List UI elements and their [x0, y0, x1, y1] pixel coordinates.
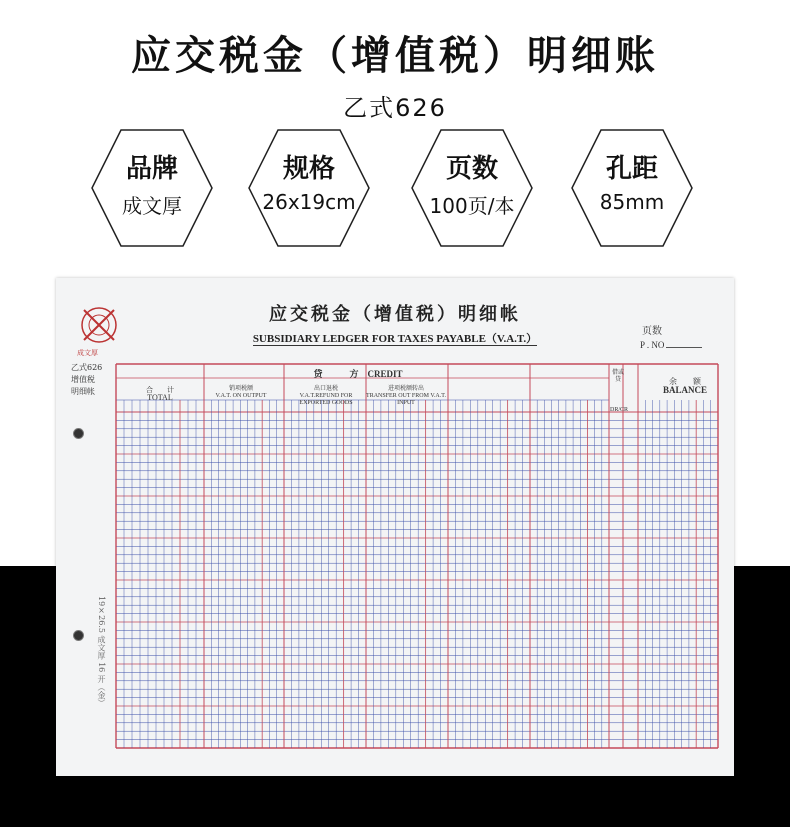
col-total-en: TOTAL: [147, 393, 173, 402]
ledger-sheet: [56, 278, 734, 776]
col-total-cn: 合 计: [146, 386, 174, 394]
page-number-field: [640, 340, 702, 350]
drcr-en: DR/CR: [609, 407, 628, 413]
page-count-label: 页数: [642, 326, 662, 337]
col-refund-cn: 出口退税: [313, 386, 338, 392]
col-transfer-header: [366, 386, 446, 407]
col-total-header: [120, 386, 200, 402]
col-output-en: V.A.T. ON OUTPUT: [215, 393, 267, 399]
spec-value: 85mm: [599, 190, 665, 214]
binder-hole: [73, 428, 84, 439]
page-title: 应交税金（增值税）明细账: [131, 33, 659, 79]
hexagon-badge-icon: [410, 126, 534, 250]
spec-value: 100页/本: [429, 194, 515, 218]
pno-line: [666, 347, 702, 348]
page-subtitle: 乙式626: [343, 94, 447, 122]
spec-label: 页数: [445, 154, 498, 184]
balance-header: [640, 378, 730, 394]
spec-badge-hole-distance: [570, 126, 694, 250]
credit-header: [268, 370, 448, 378]
balance-en: BALANCE: [662, 385, 707, 395]
spec-label: 品牌: [125, 154, 178, 184]
hexagon-badge-icon: [570, 126, 694, 250]
col-transfer-en: TRANSFER OUT FROM V.A.T. INPUT: [366, 393, 446, 406]
ledger-grid: [56, 278, 734, 776]
footer-note: 19×26.5 成文厚 16 开（金）: [97, 596, 106, 707]
side-line-2: 明细帐: [71, 387, 95, 396]
col-refund-en: V.A.T.REFUND FOR EXPORTED GOODS: [299, 393, 353, 406]
binder-hole: [73, 630, 84, 641]
credit-en: CREDIT: [367, 369, 403, 379]
spec-badge-pages: [410, 126, 534, 250]
col-transfer-cn: 进项税额转出: [387, 386, 424, 392]
ledger-title-en: [56, 330, 734, 346]
brand-caption: 成文厚: [77, 349, 98, 357]
col-refund-header: [286, 386, 366, 407]
ledger-title-en-text: SUBSIDIARY LEDGER FOR TAXES PAYABLE（V.A.T.）: [252, 333, 538, 345]
col-output-cn: 销项税额: [228, 386, 253, 392]
spec-badge-brand: [90, 126, 214, 250]
side-code: 乙式626: [71, 363, 103, 372]
spec-value: 成文厚: [122, 194, 182, 218]
balance-cn: 余 额: [669, 377, 701, 386]
side-line-1: 增值税: [71, 375, 95, 384]
col-output-header: [206, 386, 276, 400]
ledger-title: 应交税金（增值税）明细帐: [269, 304, 521, 325]
credit-cn: 贷 方: [313, 369, 359, 379]
spec-value: 26x19cm: [262, 190, 356, 214]
spec-label: 规格: [282, 154, 335, 184]
spec-badge-size: [247, 126, 371, 250]
hexagon-badge-icon: [90, 126, 214, 250]
hexagon-badge-icon: [247, 126, 371, 250]
spec-label: 孔距: [605, 154, 658, 184]
pno-label: P . NO: [640, 340, 665, 350]
drcr-cn: 借或贷: [611, 370, 624, 383]
